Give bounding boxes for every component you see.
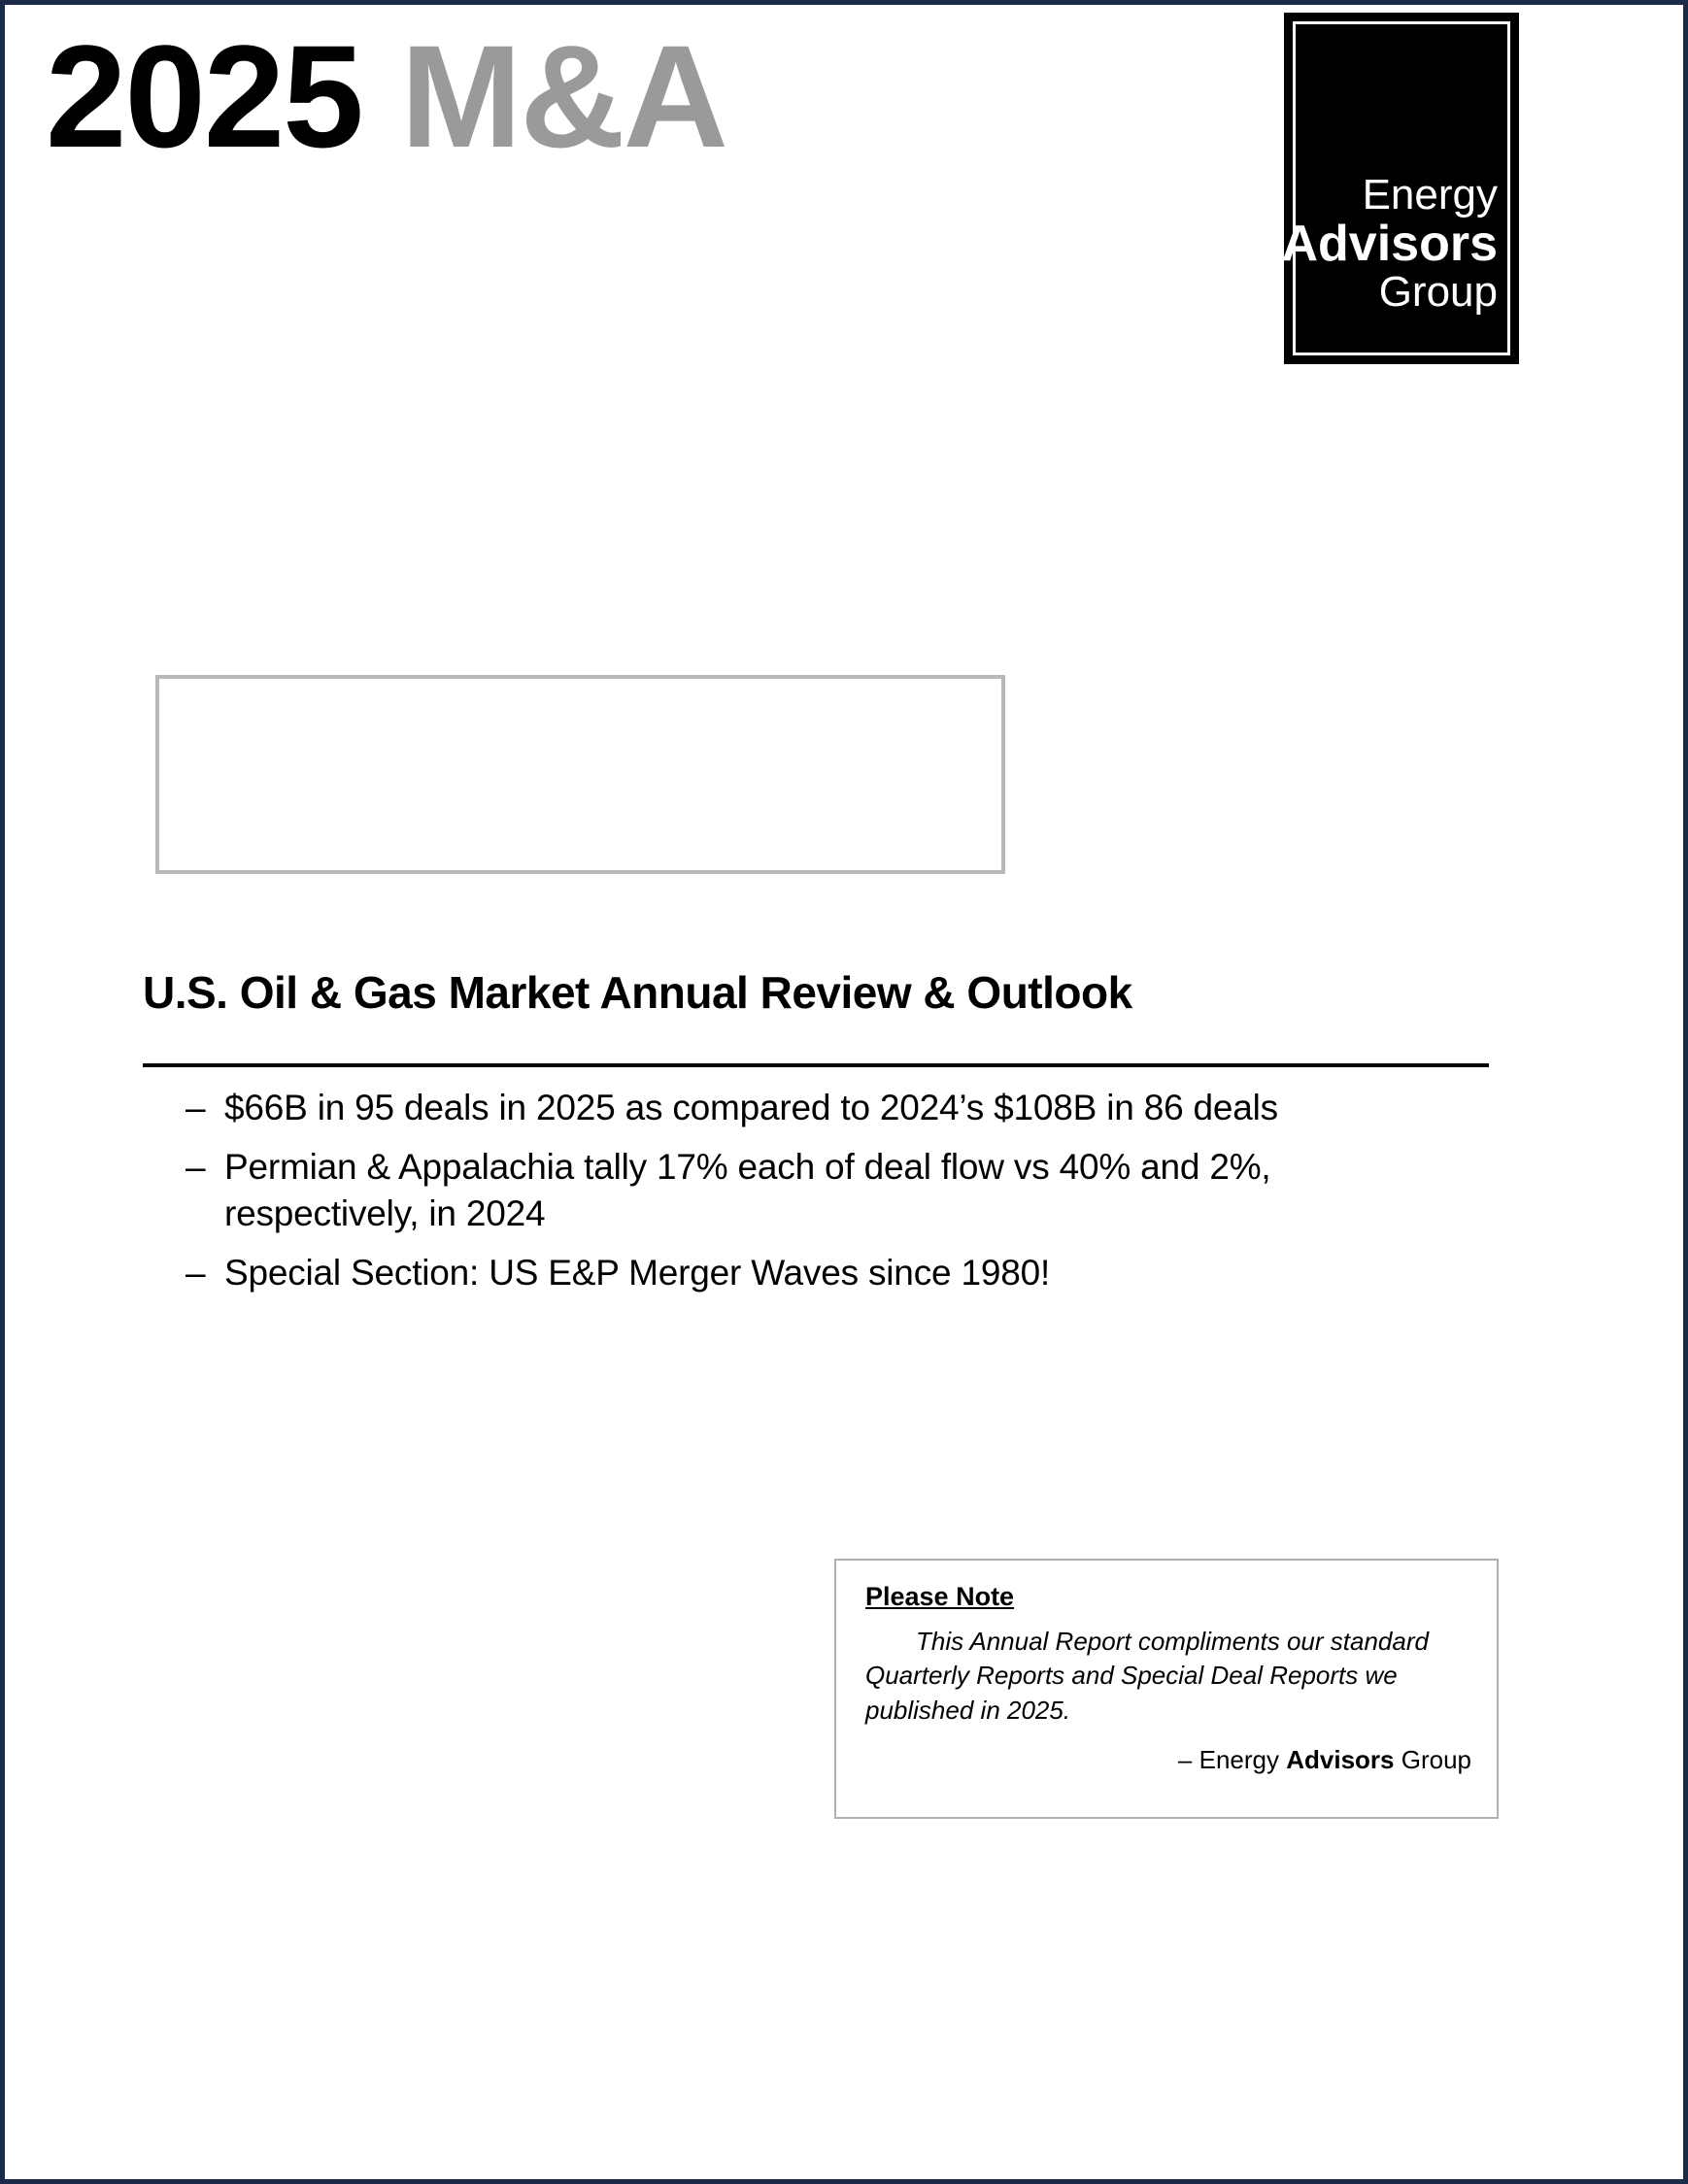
title-frame bbox=[155, 675, 1005, 874]
note-signature bbox=[1178, 1745, 1471, 1775]
bullet-dash: – bbox=[186, 1147, 206, 1188]
note-signature-pre: Energy bbox=[1198, 1745, 1287, 1774]
logo-text bbox=[1281, 171, 1498, 316]
note-signature-bold: Advisors bbox=[1286, 1745, 1395, 1774]
energy-advisors-group-logo bbox=[1281, 13, 1519, 364]
title-ma: M&A bbox=[361, 15, 726, 178]
note-signature-dash: – bbox=[1177, 1745, 1193, 1774]
list-item bbox=[186, 1250, 1380, 1295]
bullet-text: Special Section: US E&P Merger Waves since 1980! bbox=[224, 1253, 1051, 1294]
note-body: This Annual Report compliments our standard Quarterly Reports and Special Deal Reports we published in 2025. bbox=[865, 1627, 1429, 1725]
subtitle-divider bbox=[143, 1063, 1489, 1067]
highlights-list bbox=[186, 1085, 1380, 1309]
title-year: 2025 bbox=[46, 15, 362, 178]
note-heading: Please Note bbox=[865, 1582, 1015, 1611]
please-note-box bbox=[834, 1559, 1499, 1819]
note-signature-post: Group bbox=[1394, 1745, 1471, 1774]
page-content bbox=[5, 5, 1683, 2179]
bullet-text: Permian & Appalachia tally 17% each of deal flow vs 40% and 2%, respectively, in 2024 bbox=[224, 1147, 1271, 1233]
logo-line-group: Group bbox=[1378, 268, 1498, 316]
page-subtitle: U.S. Oil & Gas Market Annual Review & Outlook bbox=[143, 967, 1132, 1018]
page-title bbox=[46, 13, 726, 181]
logo-line-advisors: Advisors bbox=[1281, 216, 1498, 272]
bullet-dash: – bbox=[186, 1253, 206, 1294]
list-item bbox=[186, 1085, 1380, 1130]
logo-line-energy: Energy bbox=[1362, 171, 1498, 218]
bullet-text: $66B in 95 deals in 2025 as compared to 2024’s $108B in 86 deals bbox=[224, 1088, 1278, 1127]
list-item bbox=[186, 1144, 1380, 1236]
bullet-dash: – bbox=[186, 1088, 206, 1127]
